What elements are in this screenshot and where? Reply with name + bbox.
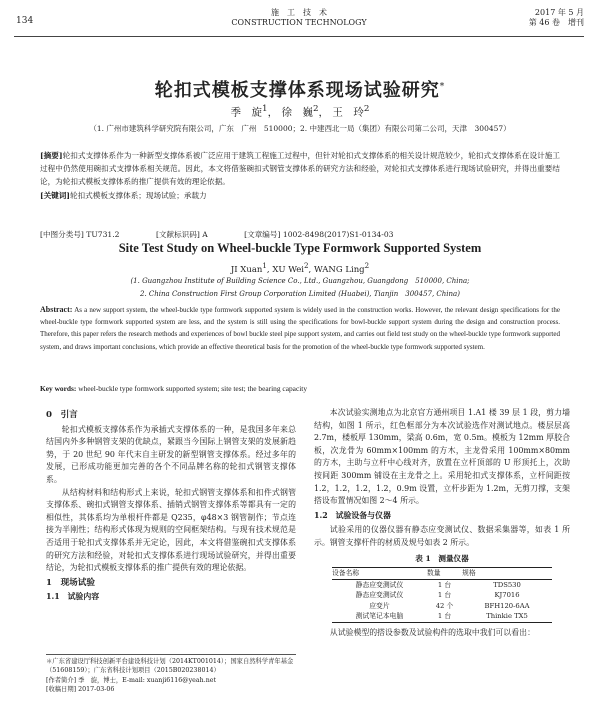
- keywords-en: [40, 384, 560, 393]
- journal-name-en: CONSTRUCTION TECHNOLOGY: [231, 18, 367, 27]
- table-cell: TDS530: [493, 580, 521, 589]
- body-right-column: [314, 407, 570, 639]
- article-number: [文章编号] 1002-8498(2017)S1-0134-03: [244, 230, 394, 239]
- abstract-cn-label: [摘要]: [40, 151, 63, 160]
- table-row: [332, 601, 552, 612]
- author-affil-sup: 2: [304, 261, 309, 270]
- author-list-en: JI Xuan$^1$, XU Wei$^2$, WANG Ling$^2$: [230, 261, 370, 275]
- table-cell: 静态应变测试仪: [355, 580, 404, 589]
- table-row: [332, 590, 552, 601]
- author-name-en: WANG Ling: [313, 264, 365, 275]
- section-heading: 0 引言: [46, 410, 78, 420]
- author-affil-sup: 2: [363, 104, 370, 114]
- author-name-en: JI Xuan: [230, 264, 263, 275]
- paper-title-cn-text: 轮扣式模板支撑体系现场试验研究: [154, 80, 440, 101]
- table-cell: 1 台: [437, 591, 452, 600]
- table-cell: BFH120-6AA: [484, 601, 530, 610]
- footnote-author: [作者简介] 季 旋，博士，E-mail: xuanji6116@yeah.net: [46, 676, 217, 684]
- subsection-heading: 1.1 试验内容: [46, 592, 100, 602]
- subsection-heading: 1.2 试验设备与仪器: [314, 510, 391, 520]
- table-caption: 表 1 测量仪器: [415, 553, 469, 563]
- journal-name-cn: 施 工 技 术: [271, 8, 327, 17]
- table-cell: 测试笔记本电脑: [332, 611, 427, 622]
- journal-name: [14, 8, 584, 28]
- page-header: [14, 6, 584, 37]
- abstract-cn-text: 轮扣式支撑体系作为一种新型支撑体系被广泛应用于建筑工程施工过程中，但针对轮扣式支撑体系的相关设计规范较少，轮扣式支撑体系在设计施工过程中仍然使用碗扣式支撑体系相关规范。因此，本文将借鉴碗扣式钢管支撑体系的研究方法和经验，对轮扣式支撑体系进行现场试验研究，并得出重要结论，为轮扣式模板支撑体系的推广提供有效的理论依据。: [40, 151, 561, 187]
- table-header-cell: 数量: [427, 568, 462, 580]
- table-cell: KJ7016: [494, 591, 520, 600]
- keywords-cn-label: [关键词]: [40, 190, 70, 200]
- table-cell: 1 台: [437, 580, 452, 589]
- footnotes: [46, 654, 296, 695]
- affiliation-en: [0, 275, 600, 301]
- author-name: 王 玲: [332, 106, 364, 119]
- keywords-en-label: Key words:: [40, 384, 77, 393]
- author-name: 徐 巍: [281, 106, 313, 119]
- issue-volume: 第 46 卷 增刊: [528, 18, 584, 27]
- body-paragraph: 本次试验实测地点为北京官方通州项目 1.A1 楼 39 层 1 段，剪力墙结构，如图 1 所示，红色框部分为本次试验选作对测试地点。楼层层高 2.7m，楼板厚 130mm，梁高 0.6m，宽 0.5m。模板为 12mm 厚胶合板，次龙骨为 60mm×100mm 的方木，主龙骨采用 100mm×80mm 的方木，主助与立杆中心线对齐，放置在立杆顶部的 U 形顶托上，次助按间距 300mm 铺设在主龙骨之上。采用轮扣式支撑体系，立杆间距按 1.2，1.2，1.2，1.2，0.9m 设置，立杆步距为 1.2m，无剪刀撑，支架搭设布置情况如图 2～4 所示。: [314, 408, 570, 506]
- body-paragraph: 从结构材料和结构形式上来说，轮扣式钢管支撑体系和扣件式钢管支撑体系、碗扣式钢管支撑体系、插销式钢管支撑体系等都具有一定的相似性，其体系均为单根杆件都是 Q235，φ48×3 钢管制作；节点连接为半刚性；结构形式体现为规则的空间框架结构。与现有技术规范是否适用于轮扣式支撑体系并无定论，因此，本文将借鉴碗扣式支撑体系的研究方法和经验，对轮扣式支撑体系进行现场试验研究，并得出重要结论，为轮扣式模板支撑体系的推广提供有效的理论依据。: [46, 487, 296, 573]
- classification-meta: [40, 229, 560, 240]
- keywords-cn-text: 轮扣式模板支撑体系；现场试验；承载力: [69, 190, 207, 200]
- abstract-en-text: As a new support system, the wheel-buckle type formwork supported system is widely used in the construction works. However, the relevant design specifications for the wheel-buckle type formwork supported system are less, and the system is still using the specifications for bowl-buckle support system during the design and construction process. Therefore, this paper refers the research methods and experiences of bowl buckle steel pipe support system, and carries out field test study on the wheel-buckle type formwork supported system, and draws important conclusions, which provide an effective theoretical basis for the promotion of the wheel-buckle type formwork supported system.: [40, 306, 560, 351]
- paper-title-cn: [0, 76, 600, 102]
- paper-title-en: Site Test Study on Wheel-buckle Type Formwork Supported System: [118, 241, 482, 255]
- table-cell: 42 个: [435, 601, 454, 610]
- footnote-received: [收稿日期] 2017-03-06: [46, 686, 115, 694]
- table-cell: Thinkie TX5: [462, 611, 552, 622]
- table-header-cell: 设备名称: [332, 568, 427, 580]
- author-name-en: XU Wei: [272, 264, 305, 275]
- author-list-cn: 季 旋$^1$， 徐 巍$^2$， 王 玲$^2$: [230, 104, 370, 119]
- body-paragraph: 试验采用的仪器仪器有静态应变测试仪、数据采集器等，如表 1 所示。钢管支撑杆件的材质及规号如表 2 所示。: [314, 525, 570, 547]
- clc-number: [中图分类号] TU731.2: [40, 230, 120, 239]
- author-affil-sup: 1: [262, 261, 267, 270]
- body-left-column: [46, 407, 296, 606]
- table-header-cell: 规格: [462, 568, 552, 580]
- document-code: [文献标识码] A: [155, 230, 208, 239]
- author-name: 季 旋: [230, 106, 263, 119]
- table-row: [332, 579, 552, 590]
- issue-info: [529, 8, 584, 28]
- table-cell: 静态应变测试仪: [355, 591, 404, 600]
- abstract-en: [40, 304, 560, 353]
- table-cell: 应变片: [369, 601, 390, 610]
- issue-date: 2017 年 5 月: [534, 8, 584, 17]
- affiliation-en-line: 2. China Construction First Group Corporation Limited (Huabei), Tianjin 300457, China): [140, 290, 460, 298]
- page-number: 134: [16, 16, 34, 26]
- table-row: [332, 611, 552, 622]
- body-paragraph: 轮扣式模板支撑体系作为承插式支撑体系的一种，是我国多年来总结国内外多种钢管支架的优缺点，紧跟当今国际上钢管支架的发展新趋势，于 20 世纪 90 年代末自主研发的新型钢管支撑体系。经过多年的发展，已形成功能更加完善的各个不同品牌名称的轮扣式钢管支撑体系。: [46, 424, 296, 484]
- abstract-en-label: Abstract:: [40, 305, 73, 314]
- affiliation-en-line: (1. Guangzhou Institute of Building Science Co., Ltd., Guangzhou, Guangdong 510000, China;: [130, 277, 470, 285]
- affiliation-cn: （1. 广州市建筑科学研究院有限公司，广东 广州 510000；2. 中建西北一局（集团）有限公司第二公司，天津 300457）: [89, 124, 511, 133]
- author-affil-sup: 1: [262, 104, 268, 114]
- author-affil-sup: 2: [312, 104, 319, 114]
- footnote-funding: ＊广东省建设厅科技创新平台建设科技计划（2014KT001014）；国家自然科学青年基金（51608159）；广东省科技计划项目（2015B020238014）: [46, 658, 294, 675]
- table-header-row: [332, 568, 552, 580]
- body-paragraph: 从试验模型的搭设参数及试验构件的选取中我们可以看出：: [329, 627, 535, 637]
- section-heading: 1 现场试验: [46, 577, 95, 588]
- instrument-table: [332, 567, 552, 623]
- keywords-en-text: wheel-buckle type formwork supported system; site test; the bearing capacity: [78, 384, 308, 393]
- table-cell: 1 台: [427, 611, 462, 622]
- abstract-cn: [40, 149, 560, 202]
- title-footnote-mark: *: [439, 82, 446, 92]
- author-affil-sup: 2: [364, 261, 370, 270]
